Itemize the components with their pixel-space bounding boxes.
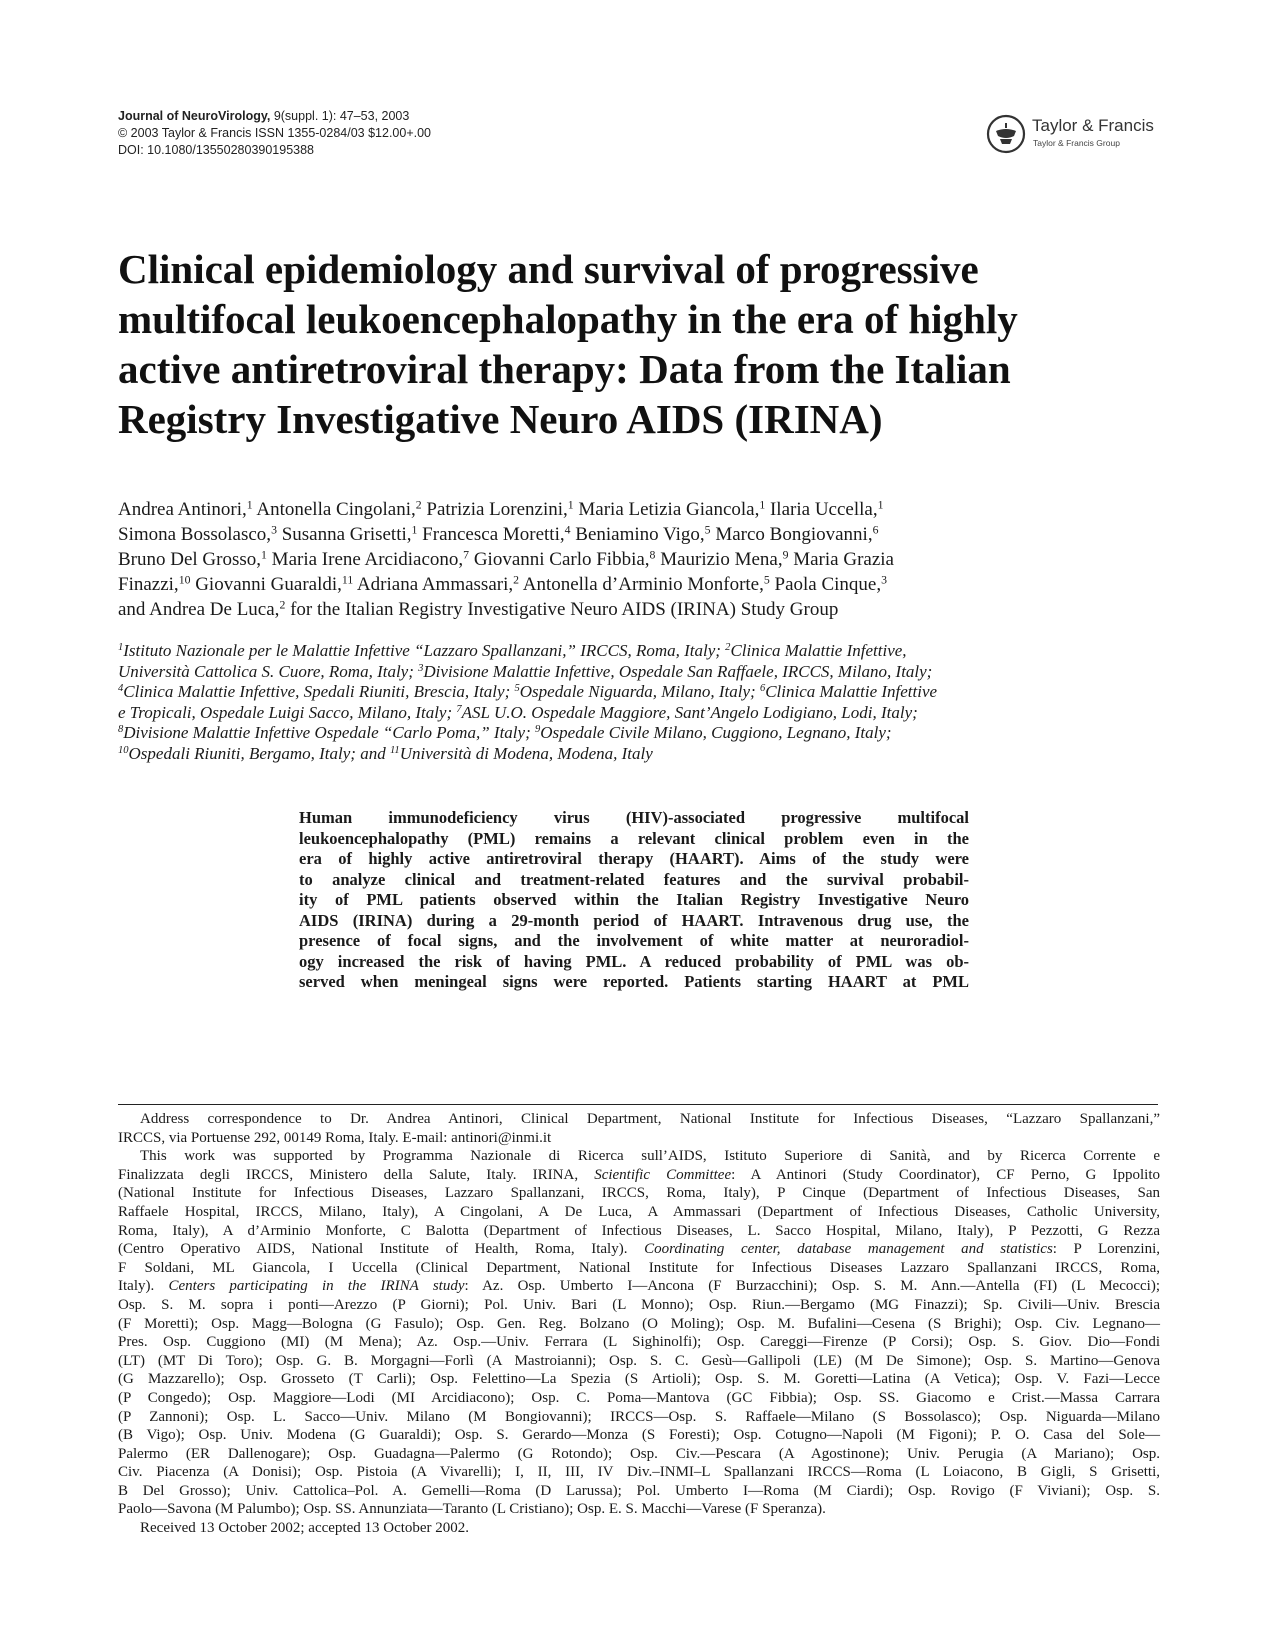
affiliation-line: $^4$Clinica Malattie Infettive, Spedali Riuniti, Brescia, Italy; $^5$Ospedale Niguarda, Milano, Italy; $^6$Clinica Malattie Infettive: [118, 682, 938, 701]
footnote-line: Civ. Piacenza (A Donisi); Osp. Pistoia (A Vivarelli); I, II, III, IV Div.–INMI–L Spallanzani IRCCS—Roma (L Loiacono, B Gigli, S Grisetti,: [118, 1464, 1160, 1481]
author-line: Finazzi,$^{10}$ Giovanni Guaraldi,$^{11}$ Adriana Ammassari,$^2$ Antonella d’Arminio Monforte,$^5$ Paola Cinque,$^3$: [118, 573, 888, 595]
footnote-line: (LT) (MT Di Toro); Osp. G. B. Morgagni—Forlì (A Mastroianni); Osp. S. C. Gesù—Gallipoli (LE) (M De Simone); Osp. S. Martino—Genova: [118, 1352, 1160, 1369]
journal-line-2: © 2003 Taylor & Francis ISSN 1355-0284/03 $12.00+.00: [118, 126, 432, 140]
abstract-line: served when meningeal signs were reported. Patients starting HAART at PML: [299, 972, 969, 991]
affiliation-list: [118, 641, 1163, 764]
footnote-line: F Soldani, ML Giancola, I Uccella (Clinical Department, National Institute for Infectious Diseases Lazzaro Spallanzani IRCCS, Roma,: [118, 1259, 1160, 1276]
abstract-line: ogy increased the risk of having PML. A reduced probability of PML was ob-: [299, 951, 969, 971]
title-line: Clinical epidemiology and survival of progressive: [118, 246, 979, 292]
author-line: Bruno Del Grosso,$^1$ Maria Irene Arcidiacono,$^7$ Giovanni Carlo Fibbia,$^8$ Maurizio Mena,$^9$ Maria Grazia: [118, 548, 894, 570]
footnote-line: Paolo—Savona (M Palumbo); Osp. SS. Annunziata—Taranto (L Cristiano); Osp. E. S. Macchi—Varese (F Speranza).: [118, 1501, 826, 1518]
title-line: multifocal leukoencephalopathy in the era of highly: [118, 296, 1018, 342]
affiliation-line: $^1$Istituto Nazionale per le Malattie Infettive “Lazzaro Spallanzani,” IRCCS, Roma, Italy; $^2$Clinica Malattie Infettive,: [118, 641, 907, 660]
footnote-line: (National Institute for Infectious Diseases, Lazzaro Spallanzani, IRCCS, Roma, Italy), P Cinque (Department of Infectious Diseases, San: [118, 1185, 1160, 1202]
title-line: Registry Investigative Neuro AIDS (IRINA): [118, 396, 883, 442]
footnote-line: Raffaele Hospital, IRCCS, Milano, Italy), A Cingolani, A De Luca, A Ammassari (Department of Infectious Diseases, Catholic University,: [118, 1203, 1160, 1220]
footnote-line: Roma, Italy), A d’Arminio Monforte, C Balotta (Department of Infectious Diseases, L. Sacco Hospital, Milano, Italy), P Pezzotti, G Rezza: [118, 1222, 1160, 1239]
footnote-line: Italy). Centers participating in the IRINA study: Az. Osp. Umberto I—Ancona (F Burzacchini); Osp. S. M. Ann.—Antella (FI) (L Mecocci);: [118, 1278, 1161, 1295]
footnote-line: (P Zannoni); Osp. L. Sacco—Univ. Milano (M Bongiovanni); IRCCS—Osp. S. Raffaele—Milano (S Bossolasco); Osp. Niguarda—Milano: [118, 1408, 1160, 1425]
publisher-emblem-icon: [986, 114, 1026, 154]
footnote-line: Osp. S. M. sopra i ponti—Arezzo (P Giorni); Pol. Univ. Bari (L Monno); Osp. Riun.—Bergamo (MG Finazzi); Sp. Civili—Univ. Brescia: [118, 1296, 1160, 1313]
abstract-line: AIDS (IRINA) during a 29-month period of HAART. Intravenous drug use, the: [299, 910, 969, 930]
journal-line-3: DOI: 10.1080/13550280390195388: [118, 143, 315, 157]
footnote-line: (G Mazzarello); Osp. Grosseto (T Carli); Osp. Felettino—La Spezia (S Artioli); Osp. S. M. Goretti—Latina (A Vetica); Osp. V. Fazi—Lecce: [118, 1371, 1160, 1388]
affiliation-line: $^8$Divisione Malattie Infettive Ospedale “Carlo Poma,” Italy; $^9$Ospedale Civile Milano, Cuggiono, Legnano, Italy;: [118, 723, 892, 742]
abstract-line: ity of PML patients observed within the Italian Registry Investigative Neuro: [299, 890, 969, 909]
abstract: [299, 808, 969, 993]
footnote-line: Finalizzata degli IRCCS, Ministero della Salute, Italy. IRINA, Scientific Committee: A Antinori (Study Coordinator), CF Perno, G Ippolito: [118, 1166, 1160, 1183]
footnote-line: Address correspondence to Dr. Andrea Antinori, Clinical Department, National Institute for Infectious Diseases, “Lazzaro Spallanzani,”: [140, 1111, 1160, 1127]
article-title: [118, 244, 1158, 444]
author-line: Simona Bossolasco,$^3$ Susanna Grisetti,$^1$ Francesca Moretti,$^4$ Beniamino Vigo,$^5$ Marco Bongiovanni,$^6$: [118, 523, 879, 545]
abstract-line: era of highly active antiretroviral therapy (HAART). Aims of the study were: [299, 849, 969, 868]
publisher-group: Taylor & Francis Group: [1033, 138, 1120, 148]
journal-citation: [118, 108, 431, 159]
abstract-line: Human immunodeficiency virus (HIV)-associated progressive multifocal: [299, 808, 969, 827]
publisher-name: Taylor & Francis: [1032, 116, 1154, 135]
author-line: Andrea Antinori,$^1$ Antonella Cingolani,$^2$ Patrizia Lorenzini,$^1$ Maria Letizia Giancola,$^1$ Ilaria Uccella,$^1$: [118, 498, 884, 520]
abstract-line: presence of focal signs, and the involvement of white matter at neuroradiol-: [299, 931, 969, 950]
title-line: active antiretroviral therapy: Data from the Italian: [118, 346, 1011, 392]
footnote-line: (B Vigo); Osp. Univ. Modena (G Guaraldi); Osp. S. Gerardo—Monza (S Foresti); Osp. Cotugno—Napoli (M Figoni); P. O. Casa del Sole—: [118, 1427, 1160, 1444]
footnote-line: This work was supported by Programma Nazionale di Ricerca sull’AIDS, Istituto Superiore di Sanità, and by Ricerca Corrente e: [140, 1148, 1160, 1165]
journal-line-1: Journal of NeuroVirology, 9(suppl. 1): 47–53, 2003: [118, 109, 410, 123]
footnote-line: IRCCS, via Portuense 292, 00149 Roma, Italy. E-mail: antinori@inmi.it: [118, 1129, 552, 1146]
author-line: and Andrea De Luca,$^2$ for the Italian Registry Investigative Neuro AIDS (IRINA) Study Group: [118, 598, 839, 620]
footnote-line: B Del Grosso); Univ. Cattolica–Pol. A. Gemelli—Roma (D Larussa); Pol. Umberto I—Roma (M Ciardi); Osp. Rovigo (F Viviani); Osp. S.: [118, 1482, 1160, 1499]
footnote-divider: [118, 1104, 1158, 1105]
footnote-line: (P Congedo); Osp. Maggiore—Lodi (MI Arcidiacono); Osp. C. Poma—Mantova (GC Fibbia); Osp. SS. Giacomo e Crist.—Massa Carrara: [118, 1389, 1160, 1406]
footnotes: [118, 1110, 1160, 1538]
footnote-line: (Centro Operativo AIDS, National Institute of Health, Roma, Italy). Coordinating center, database management and statistics: P Lorenzini,: [118, 1241, 1161, 1258]
abstract-line: to analyze clinical and treatment-related features and the survival probabil-: [299, 869, 969, 889]
affiliation-line: Università Cattolica S. Cuore, Roma, Italy; $^3$Divisione Malattie Infettive, Ospedale San Raffaele, IRCCS, Milano, Italy;: [118, 661, 933, 681]
affiliation-line: $^{10}$Ospedali Riuniti, Bergamo, Italy; and $^{11}$Università di Modena, Modena, Italy: [118, 743, 653, 763]
abstract-line: leukoencephalopathy (PML) remains a relevant clinical problem even in the: [299, 828, 969, 848]
footnote-line: Palermo (ER Dallenogare); Osp. Guadagna—Palermo (G Rotondo); Osp. Civ.—Pescara (A Agostinone); Univ. Perugia (A Mariano); Osp.: [118, 1445, 1160, 1462]
received-date: Received 13 October 2002; accepted 13 October 2002.: [140, 1520, 470, 1537]
footnote-line: Pres. Osp. Cuggiono (MI) (M Mena); Az. Osp.—Univ. Ferrara (L Sighinolfi); Osp. Careggi—Firenze (P Corsi); Osp. S. Giov. Dio—Fondi: [118, 1334, 1160, 1351]
publisher-logo: [986, 112, 1156, 156]
footnote-line: (F Moretti); Osp. Magg—Bologna (G Fasulo); Osp. Gen. Reg. Bolzano (O Moling); Osp. M. Bufalini—Cesena (S Brighi); Osp. Civ. Legnano—: [118, 1315, 1160, 1332]
author-list: [118, 497, 1163, 622]
affiliation-line: e Tropicali, Ospedale Luigi Sacco, Milano, Italy; $^7$ASL U.O. Ospedale Maggiore, Sant’Angelo Lodigiano, Lodi, Italy;: [118, 702, 918, 722]
